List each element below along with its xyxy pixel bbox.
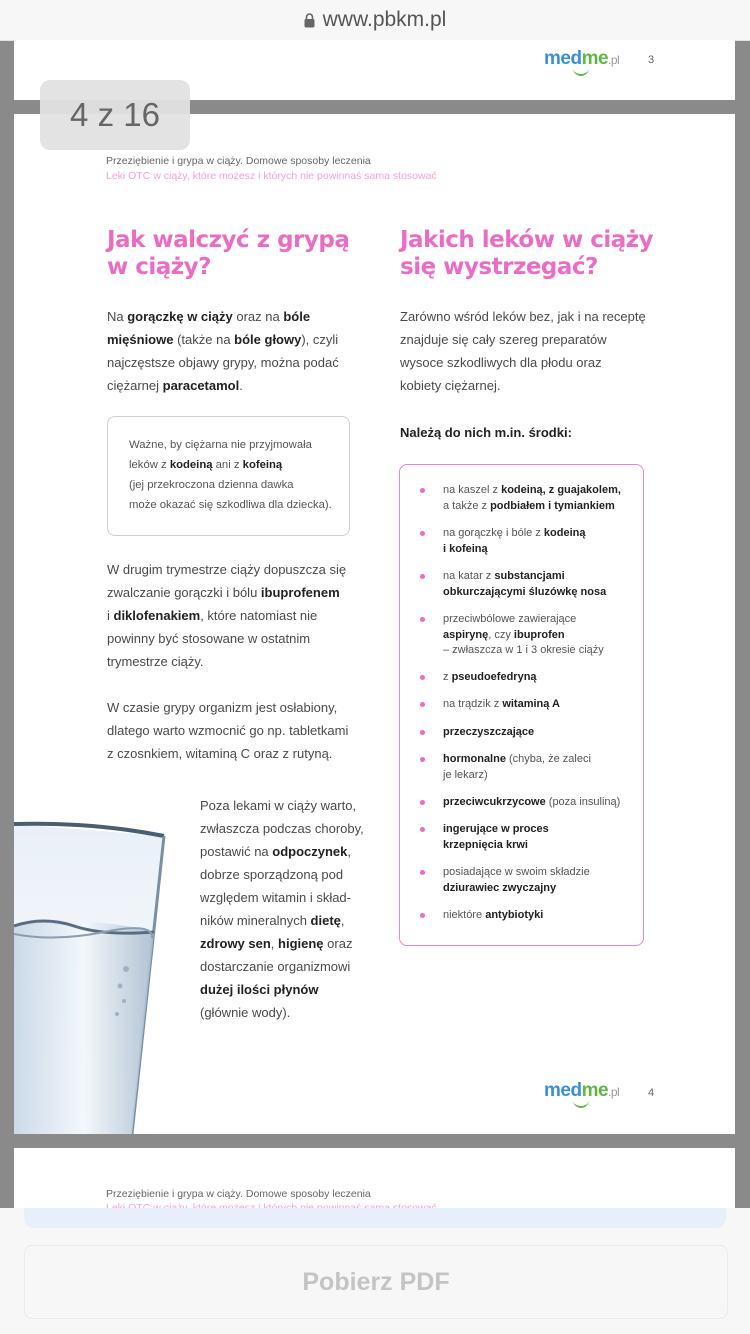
text: Poza lekami w ciąży warto, [200, 798, 357, 813]
paragraph-harmful-drugs [400, 305, 646, 397]
logo-pl: .pl [608, 1085, 620, 1099]
list-item [443, 795, 620, 811]
text-bold: ingerujące w proces [443, 823, 549, 835]
text-bold: gorączkę w ciąży [127, 309, 233, 324]
text: , czy [488, 628, 514, 641]
text-bold: witaminą A [502, 698, 560, 710]
text-bold: dużej ilości płynów [200, 982, 319, 997]
text-bold: zdrowy sen [200, 936, 271, 951]
text: oraz [323, 936, 353, 951]
text: trymestrze ciąży. [107, 654, 204, 669]
text: W czasie grypy organizm jest osłabiony, [107, 700, 338, 715]
text-bold: ibuprofen [513, 628, 565, 641]
text-bold: dziurawiec zwyczajny [443, 881, 557, 894]
text: , [270, 936, 279, 951]
text-bold: kodeiną, z guajakolem, [501, 484, 621, 496]
url-text: www.pbkm.pl [322, 8, 447, 31]
text: Zarówno wśród leków bez, jak i na receptę [400, 309, 646, 324]
bottom-highlight-strip [24, 1208, 726, 1228]
list-item [443, 725, 534, 741]
text: je lekarz) [443, 768, 488, 781]
text: zwalczanie gorączki i bólu [107, 585, 261, 600]
doc-header-subtitle: Leki OTC w ciąży, które możesz i których nie powinnaś sama stosować [106, 170, 437, 182]
text: – zwłaszcza w 1 i 3 okresie ciąży [443, 644, 604, 656]
paragraph-rest [200, 794, 364, 1024]
text: dlatego warto wzmocnić go np. tabletkami [107, 723, 349, 738]
text-bold: kodeiną [169, 459, 213, 471]
text: . [239, 378, 243, 393]
right-heading [400, 227, 653, 281]
text: z czosnkiem, witaminą C oraz z rutyną. [107, 746, 333, 761]
text-bold: antybiotyki [485, 909, 544, 921]
list-item [443, 569, 606, 600]
text: a także z [443, 499, 491, 512]
text-bold: krzepnięcia krwi [443, 838, 528, 851]
text-bold: hormonalne [443, 753, 506, 765]
logo-me: me [581, 1080, 609, 1101]
text-bold: przeczyszczające [443, 726, 535, 738]
list-item [443, 908, 543, 924]
text-bold: diklofenakiem [113, 608, 201, 623]
text: z [443, 671, 452, 683]
logo-med: med [544, 1080, 582, 1101]
left-heading-line1: Jak walczyć z grypą [107, 227, 350, 253]
text: niektóre [443, 909, 486, 921]
text: postawić na [200, 844, 273, 859]
list-item [443, 752, 591, 783]
logo-pl: .pl [608, 53, 620, 67]
download-pdf-button[interactable]: Pobierz PDF [24, 1245, 728, 1319]
page-number: 4 [648, 1087, 655, 1099]
text-bold: i kofeiną [443, 542, 488, 555]
text: (poza insuliną) [545, 796, 621, 808]
text: najczęstsze objawy grypy, można podać [107, 355, 339, 370]
text: ników mineralnych [200, 913, 311, 928]
harmful-drugs-list-box [399, 464, 644, 946]
text: , [340, 913, 345, 928]
text: ani z [212, 459, 243, 471]
left-heading [107, 227, 349, 281]
doc-header-title: Przeziębienie i grypa w ciąży. Domowe sposoby leczenia [106, 1188, 371, 1200]
text: znajduje się cały szereg preparatów [400, 332, 607, 347]
text: względem witamin i skład- [200, 890, 351, 905]
text-bold: substancjami [494, 570, 565, 582]
note-line: (jej przekroczona dzienna dawka [129, 479, 294, 491]
url-bar[interactable] [0, 0, 750, 41]
list-item [443, 697, 560, 713]
text-bold: higienę [278, 936, 324, 951]
text: ciężarnej [107, 378, 163, 393]
text: powinny być stosowane w ostatnim [107, 631, 311, 646]
text-bold: bóle głowy [234, 332, 302, 347]
text: , które natomiast nie [200, 608, 318, 623]
text: posiadające w swoim składzie [443, 866, 590, 878]
logo-med: med [544, 48, 582, 69]
text-bold: dietę [310, 913, 341, 928]
text-bold: paracetamol [162, 378, 240, 393]
list-item [443, 612, 604, 659]
text: na kaszel z [443, 484, 502, 496]
text-bold: ibuprofenem [260, 585, 340, 600]
text-bold: odpoczynek [272, 844, 348, 859]
list-item [443, 483, 621, 514]
page-number: 3 [648, 54, 655, 66]
text-bold: kodeiną [543, 527, 586, 539]
text: , [347, 844, 352, 859]
text: (chyba, że zaleci [505, 753, 591, 765]
pdf-page-4 [14, 114, 735, 1134]
logo-me: me [581, 48, 609, 69]
text: Na [107, 309, 128, 324]
text: na trądzik z [443, 698, 503, 710]
medme-logo [544, 48, 619, 70]
text: W drugim trymestrze ciąży dopuszcza się [107, 562, 347, 577]
water-glass-illustration [14, 814, 184, 1134]
text-bold: kofeiną [242, 459, 283, 471]
text-bold: przeciwcukrzycowe [443, 796, 546, 808]
text: oraz na [232, 309, 284, 324]
paragraph-trimester [107, 558, 346, 673]
text-bold: obkurczającymi śluzówkę nosa [443, 585, 607, 598]
text: dostarczanie organizmowi [200, 959, 351, 974]
paragraph-immunity [107, 696, 348, 765]
lock-icon [304, 13, 315, 28]
doc-header-title: Przeziębienie i grypa w ciąży. Domowe sposoby leczenia [106, 155, 371, 167]
note-line: może okazać się szkodliwa dla dziecka). [129, 499, 332, 511]
text-bold: mięśniowe [107, 332, 174, 347]
text: (głównie wody). [200, 1005, 291, 1020]
text: kobiety ciężarnej. [400, 378, 501, 393]
text: przeciwbólowe zawierające [443, 613, 577, 625]
text-bold: bóle [283, 309, 311, 324]
text: na katar z [443, 570, 495, 582]
text: wysoce szkodliwych dla płodu oraz [400, 355, 602, 370]
medme-logo [544, 1080, 619, 1102]
paragraph-fever [107, 305, 339, 397]
list-item [443, 822, 549, 853]
text: leków z [129, 459, 170, 471]
list-item [443, 670, 537, 686]
list-item [443, 526, 585, 557]
list-title: Należą do nich m.in. środki: [400, 425, 572, 440]
text: na gorączkę i bóle z [443, 527, 544, 539]
text: ), czyli [301, 332, 339, 347]
text: dobrze sporządzoną pod [200, 867, 344, 882]
list-item [443, 865, 590, 896]
text-bold: podbiałem i tymiankiem [490, 499, 615, 512]
left-heading-line2: w ciąży? [107, 254, 212, 280]
text-bold: pseudoefedryną [451, 671, 537, 683]
text: zwłaszcza podczas choroby, [200, 821, 364, 836]
right-heading-line2: się wystrzegać? [400, 254, 598, 280]
logo-smile-icon [573, 1100, 589, 1108]
text: (także na [173, 332, 235, 347]
right-heading-line1: Jakich leków w ciąży [400, 227, 654, 253]
page-indicator: 4 z 16 [40, 80, 190, 150]
note-line: Ważne, by ciężarna nie przyjmowała [129, 439, 312, 451]
text-bold: aspirynę [443, 628, 489, 641]
warning-note-box [107, 416, 350, 536]
text: i [107, 608, 114, 623]
logo-smile-icon [573, 68, 589, 76]
